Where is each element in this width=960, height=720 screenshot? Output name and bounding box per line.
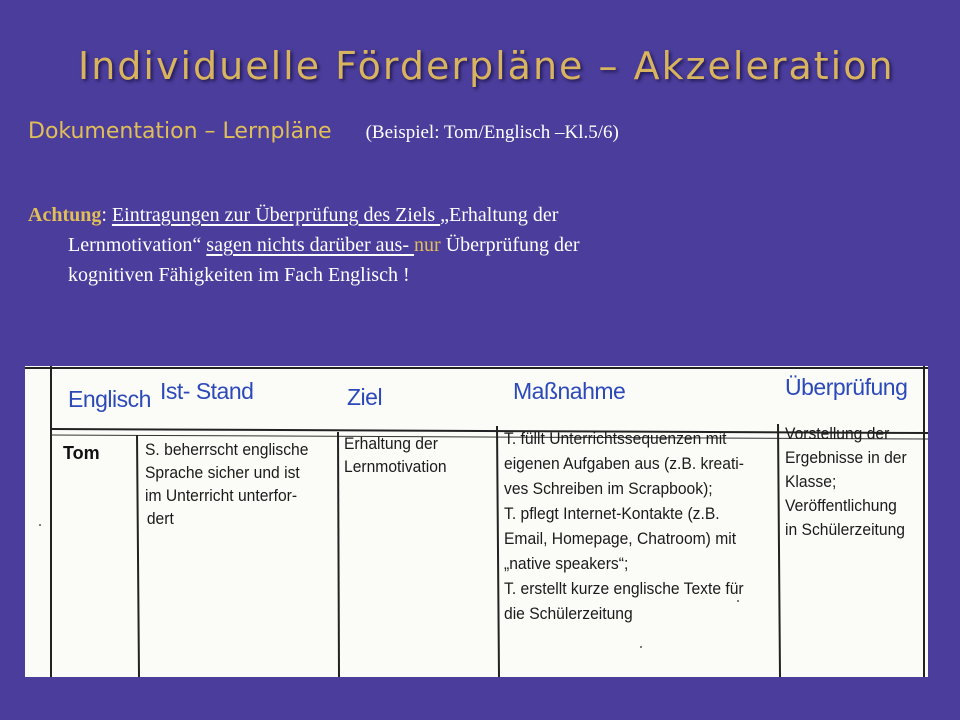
notice-line-3: kognitiven Fähigkeiten im Fach Englisch ! [68, 264, 410, 286]
ist-stand-line: dert [146, 509, 174, 528]
header-ist-stand: Ist- Stand [160, 378, 254, 404]
notice-text-2: „Erhaltung der [440, 204, 559, 226]
notice-text-3: Lernmotivation“ [68, 234, 207, 256]
notice-colon: : [101, 204, 112, 226]
notice-line-1 [28, 200, 888, 230]
scan-speck [39, 524, 41, 526]
notice-underlined-2: sagen nichts darüber aus- [206, 234, 415, 256]
subtitle-note: (Beispiel: Tom/Englisch –Kl.5/6) [365, 122, 619, 143]
scanned-table [25, 366, 928, 677]
ziel-cell [344, 432, 447, 478]
notice-label: Achtung [28, 204, 102, 226]
ueberpruefung-line: Ergebnisse in der [785, 448, 907, 467]
ist-stand-line: S. beherrscht englische [145, 440, 309, 459]
ueberpruefung-line: in Schülerzeitung [785, 520, 905, 539]
ist-stand-cell [145, 438, 308, 530]
massnahme-line: T. erstellt kurze englische Texte für [504, 579, 744, 598]
subtitle-row [28, 119, 619, 144]
massnahme-line: die Schülerzeitung [504, 604, 633, 623]
massnahme-line: eigenen Aufgaben aus (z.B. kreati- [504, 454, 744, 473]
ueberpruefung-line: Vorstellung der [785, 424, 890, 443]
massnahme-line: „native speakers“; [504, 554, 629, 573]
scan-speck [737, 600, 739, 602]
ueberpruefung-line: Veröffentlichung [785, 496, 897, 515]
header-ziel: Ziel [347, 384, 383, 410]
ziel-line: Erhaltung der [344, 434, 438, 453]
notice-line-2 [28, 230, 888, 260]
ist-stand-line: Sprache sicher und ist [145, 463, 300, 482]
scan-speck [640, 646, 642, 648]
notice-nur: nur [414, 234, 441, 256]
student-name: Tom [63, 443, 100, 463]
ist-stand-line: im Unterricht unterfor- [145, 486, 298, 505]
ueberpruefung-cell [785, 422, 907, 542]
notice-underlined-1: Eintragungen zur Überprüfung des Ziels [111, 204, 441, 226]
ziel-line: Lernmotivation [344, 457, 447, 476]
massnahme-line: T. pflegt Internet-Kontakte (z.B. [504, 504, 720, 523]
notice-text-6: Überprüfung der [440, 234, 580, 256]
notice-paragraph [28, 200, 888, 290]
massnahme-line: ves Schreiben im Scrapbook); [504, 479, 713, 498]
massnahme-line: T. füllt Unterrichtssequenzen mit [504, 429, 727, 448]
slide-title: Individuelle Förderpläne – Akzeleration [78, 44, 895, 88]
header-ueberpruefung: Überprüfung [785, 374, 908, 400]
header-englisch: Englisch [68, 386, 151, 412]
massnahme-line: Email, Homepage, Chatroom) mit [504, 529, 737, 548]
ueberpruefung-line: Klasse; [785, 472, 837, 491]
header-massnahme: Maßnahme [513, 378, 626, 404]
subtitle: Dokumentation – Lernpläne [28, 119, 332, 144]
massnahme-cell [504, 426, 744, 626]
